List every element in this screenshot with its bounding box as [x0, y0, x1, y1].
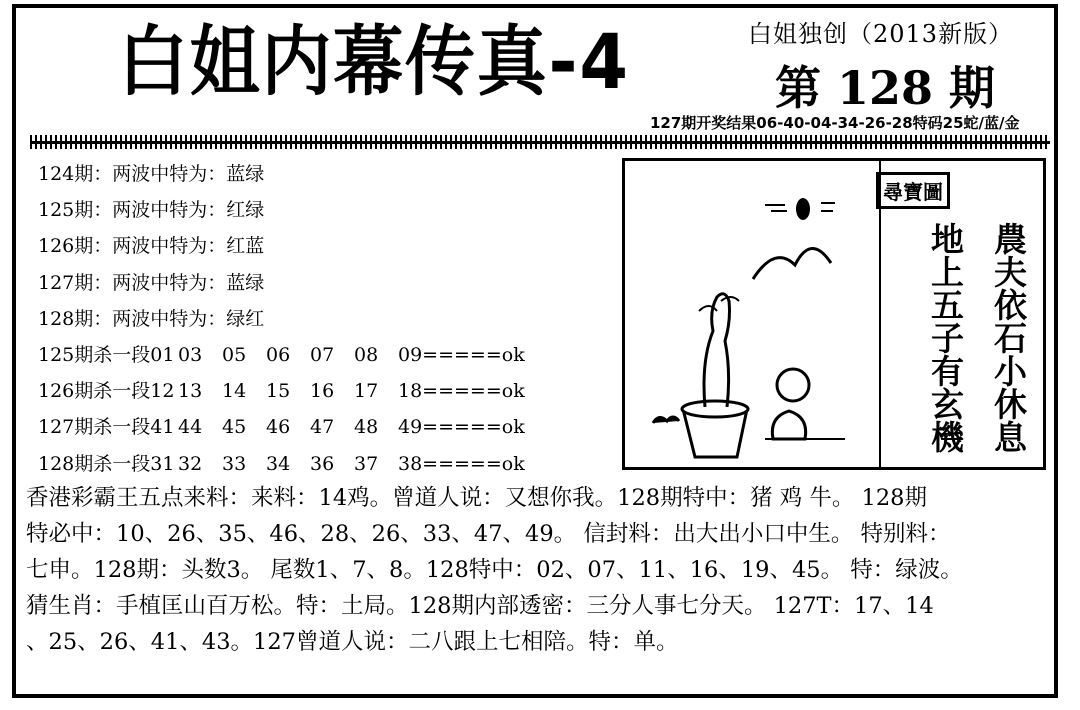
- stats-list: [38, 156, 618, 482]
- treasure-illustration: [625, 161, 881, 467]
- kill-row: 125期杀一段01 03 05 06 07 08 09=====ok: [38, 343, 525, 366]
- sun-icon: [796, 198, 810, 220]
- kill-row: 127期杀一段41 44 45 46 47 48 49=====ok: [38, 416, 525, 439]
- mountain-icon: [753, 248, 831, 279]
- page-title: 白姐内幕传真-4: [118, 17, 630, 106]
- text-line: 特必中：10、26、35、46、28、26、33、47、49。 信封料：出大出小口中生。 特别料：: [26, 521, 951, 547]
- issue-number: 第 128 期: [775, 61, 996, 115]
- wave-row: 124期：两波中特为：蓝绿: [38, 163, 265, 185]
- kill-row: 126期杀一段12 13 14 15 16 17 18=====ok: [38, 380, 525, 403]
- wave-row: 126期：两波中特为：红蓝: [38, 235, 265, 258]
- kill-row: 128期杀一段31 32 33 34 36 37 38=====ok: [38, 452, 525, 475]
- bottom-text: [26, 480, 1050, 660]
- wave-row: 125期：两波中特为：红绿: [38, 199, 265, 222]
- draw-result: 127期开奖结果06-40-04-34-26-28特码25蛇/蓝/金: [650, 114, 1020, 132]
- edition-label: 白姐独创（2013新版）: [748, 20, 1014, 48]
- text-line: 七申。128期：头数3。 尾数1、7、8。128特中：02、07、11、16、19、45。 特：绿波。: [26, 557, 963, 583]
- decorative-rule: [30, 135, 1050, 149]
- text-line: 、25、26、41、43。127曾道人说：二八跟上七相陪。特：单。: [26, 629, 679, 655]
- text-line: 猜生肖：手植匡山百万松。特：土局。128期内部透密：三分人事七分天。 127T：17、14: [26, 593, 934, 619]
- wave-row: 127期：两波中特为：蓝绿: [38, 271, 265, 294]
- text-line: 香港彩霸王五点来料：来料：14鸡。曾道人说：又想你我。128期特中：猪 鸡 牛。 128期: [26, 485, 927, 511]
- rock-icon: [772, 411, 805, 439]
- treasure-map-box: [622, 158, 1046, 470]
- treasure-label: 尋寶圖: [876, 172, 950, 209]
- poem-line: 農夫依石小休息: [989, 222, 1028, 453]
- wave-row: 128期：两波中特为：绿红: [38, 307, 265, 330]
- poem-line: 地上五子有玄機: [926, 222, 965, 453]
